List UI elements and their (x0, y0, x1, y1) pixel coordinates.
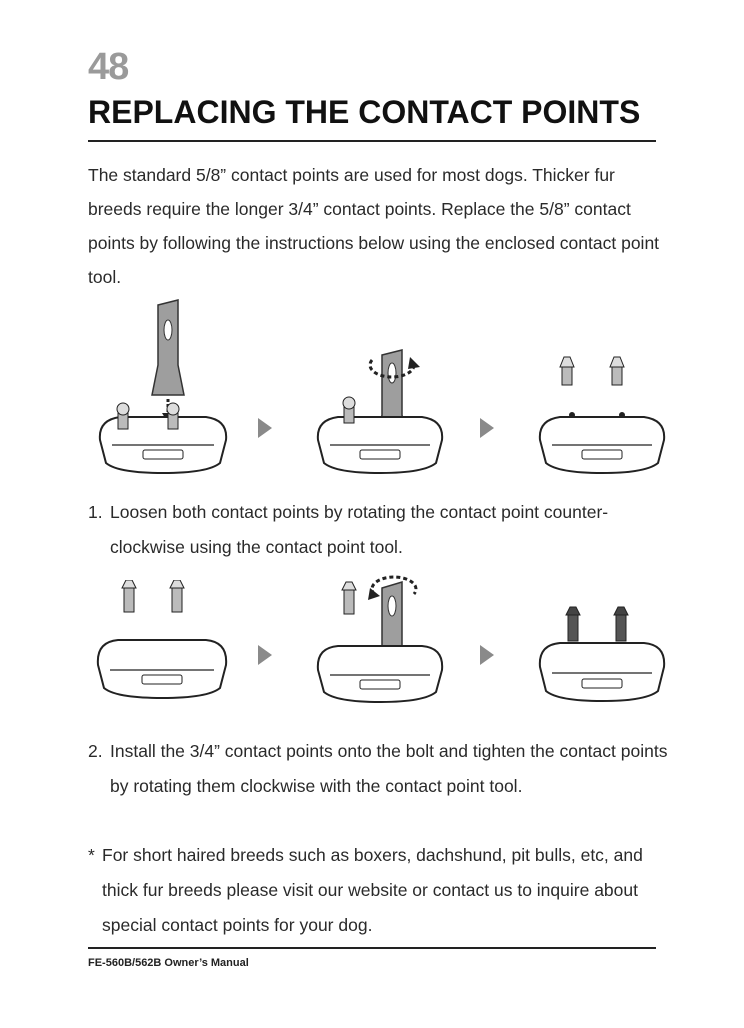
step-arrow-2 (480, 418, 494, 438)
page-number: 48 (88, 46, 129, 88)
collar-illustration-tool-insert (88, 295, 238, 485)
step-1-number: 1. (88, 502, 103, 522)
step-arrow-1 (258, 418, 272, 438)
step-2 (88, 734, 668, 804)
page-title: REPLACING THE CONTACT POINTS (88, 94, 641, 130)
title-divider (88, 140, 656, 142)
collar-illustration-tool-tighten (310, 570, 450, 715)
footer-text: FE-560B/562B Owner’s Manual (88, 957, 249, 969)
note-marker: * (88, 845, 95, 865)
collar-illustration-new-points (88, 580, 238, 710)
collar-illustration-removed-points (532, 355, 672, 485)
collar-illustration-tool-rotate (310, 335, 450, 485)
step-2-text: Install the 3/4” contact points onto the bolt and tighten the contact points by rotating them clockwise with the contact point tool. (110, 741, 668, 796)
step-arrow-3 (258, 645, 272, 665)
step-1-text: Loosen both contact points by rotating the contact point counter-clockwise using the contact point tool. (110, 502, 609, 557)
step-arrow-4 (480, 645, 494, 665)
intro-paragraph: The standard 5/8” contact points are used for most dogs. Thicker fur breeds require the longer 3/4” contact points. Replace the 5/8” contact points by following the instructions below using the enclosed contact point tool. (88, 165, 660, 287)
footer-divider (88, 947, 656, 949)
collar-illustration-installed (532, 605, 672, 715)
step-1 (88, 495, 648, 565)
note (88, 838, 678, 943)
note-text: For short haired breeds such as boxers, dachshund, pit bulls, etc, and thick fur breeds please visit our website or contact us to inquire about special contact points for your dog. (102, 845, 643, 935)
step-2-number: 2. (88, 741, 103, 761)
